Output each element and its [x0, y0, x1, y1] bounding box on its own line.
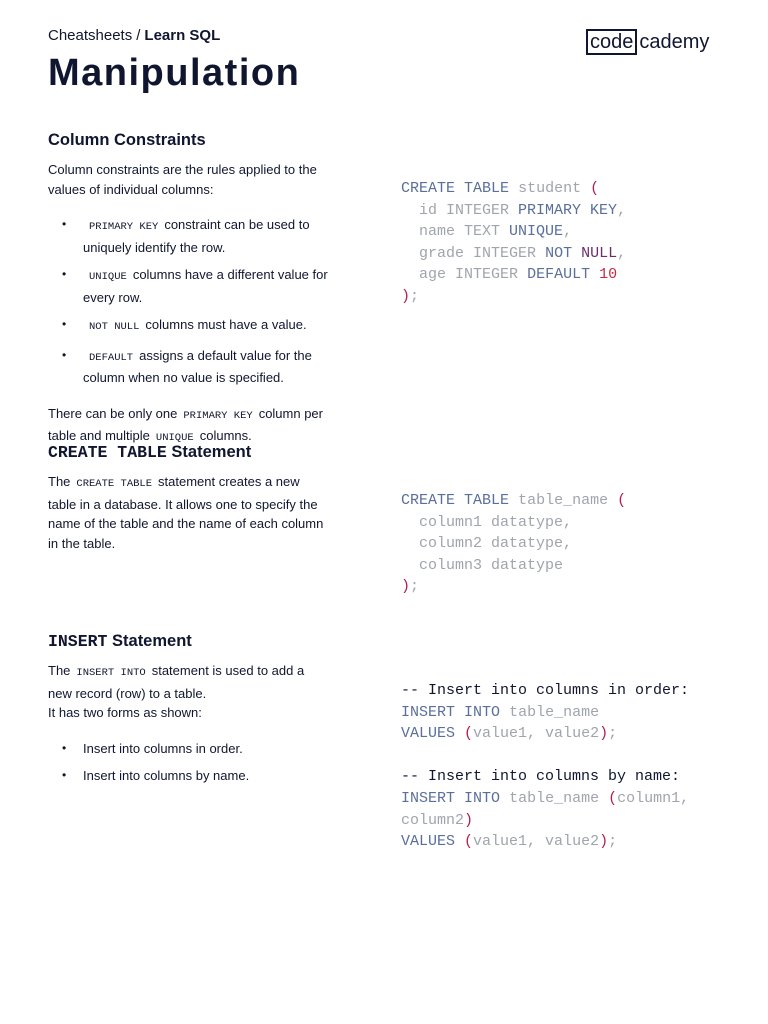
intro-text: Column constraints are the rules applied to the values of individual columns: — [48, 162, 317, 197]
description-text — [48, 661, 330, 703]
heading-text: Statement — [112, 632, 192, 650]
code-paren: ( — [590, 180, 600, 197]
description-text — [48, 472, 330, 553]
code-text: column2 — [401, 811, 465, 829]
code-keyword: UNIQUE — [509, 223, 564, 241]
list-item-text: assigns a default value for the column when no value is specified. — [83, 347, 312, 385]
code-paren: ( — [464, 725, 474, 743]
code-text: grade INTEGER — [419, 244, 537, 262]
heading-code: CREATE TABLE — [48, 443, 167, 462]
list-item: • Insert into columns in order. — [48, 739, 330, 759]
code-block-insert — [401, 680, 689, 853]
logo-box: code — [586, 29, 637, 55]
section-description — [48, 472, 330, 553]
code-keyword: VALUES — [401, 833, 456, 851]
insert-forms-list — [48, 739, 330, 786]
inline-code: CREATE TABLE — [76, 478, 153, 490]
code-paren: ( — [617, 492, 627, 509]
list-item — [48, 215, 330, 257]
page-title: Manipulation — [48, 52, 301, 94]
code-text: , — [617, 244, 627, 262]
code-keyword: NOT — [545, 244, 573, 262]
code-keyword: DEFAULT — [527, 266, 591, 284]
code-text: name TEXT — [419, 223, 501, 241]
code-text: age INTEGER — [419, 266, 519, 284]
list-item — [48, 346, 330, 388]
breadcrumb-separator: / — [136, 27, 141, 44]
code-text: ; — [608, 725, 618, 743]
code-paren: ) — [464, 811, 474, 829]
inline-code: UNIQUE — [89, 271, 127, 283]
code-paren: ) — [401, 287, 411, 305]
constraint-list — [48, 215, 330, 388]
code-text: value1, value2 — [473, 833, 600, 851]
code-keyword: INSERT — [401, 703, 456, 721]
code-paren: ( — [464, 833, 474, 851]
list-item-text: constraint can be used to uniquely identify the row. — [83, 217, 310, 255]
code-text: id INTEGER — [419, 201, 510, 219]
code-keyword: TABLE — [464, 492, 510, 509]
code-comment: -- Insert into columns in order: — [401, 682, 690, 699]
list-item: • Insert into columns by name. — [48, 766, 330, 786]
code-text: column2 datatype, — [419, 535, 573, 553]
logo-text: cademy — [639, 30, 710, 53]
code-keyword: CREATE — [401, 180, 456, 197]
description-text: It has two forms as shown: — [48, 705, 202, 720]
outro-part: column per table and multiple — [48, 405, 323, 443]
code-paren: ) — [599, 833, 609, 851]
code-text: column3 datatype — [419, 556, 564, 574]
breadcrumb-current[interactable]: Learn SQL — [144, 27, 221, 44]
code-keyword: INTO — [464, 789, 501, 807]
code-paren: ( — [608, 789, 618, 807]
inline-code: INSERT INTO — [76, 667, 146, 679]
code-text: column1, — [617, 789, 690, 807]
code-block-create-table — [401, 490, 626, 598]
list-item — [48, 265, 330, 307]
code-text: ; — [410, 287, 420, 305]
code-text: value1, value2 — [473, 725, 600, 743]
breadcrumb — [48, 27, 220, 44]
inline-code: DEFAULT — [89, 351, 134, 364]
section-description — [48, 160, 330, 449]
breadcrumb-link-cheatsheets[interactable]: Cheatsheets — [48, 27, 133, 44]
code-identifier: student — [518, 180, 582, 197]
desc-part: statement is used to add a new record (row) to a table. — [48, 663, 305, 701]
inline-code: UNIQUE — [155, 432, 194, 444]
code-keyword: INTO — [464, 703, 501, 721]
code-identifier: table_name — [509, 703, 600, 721]
outro-part: columns. — [199, 428, 252, 443]
list-item-text: columns must have a value. — [145, 317, 307, 332]
section-description — [48, 661, 330, 786]
code-number: 10 — [599, 266, 618, 284]
heading-code: INSERT — [48, 632, 108, 651]
code-text: column1 datatype, — [419, 513, 573, 531]
list-item-text: columns have a different value for every row. — [83, 267, 328, 305]
codecademy-logo[interactable] — [586, 29, 709, 55]
desc-part: statement creates a new table in a database. It allows one to specify the name of the table and the name of each column in the table. — [48, 474, 324, 551]
code-text: , — [563, 223, 573, 241]
outro-text — [48, 404, 330, 449]
desc-part: The — [48, 663, 71, 678]
section-heading — [48, 443, 251, 462]
outro-part: There can be only one — [48, 405, 178, 421]
code-keyword-null: NULL — [581, 244, 618, 262]
heading-text: Statement — [171, 443, 252, 461]
section-heading: Column Constraints — [48, 131, 206, 149]
code-keyword: VALUES — [401, 725, 456, 743]
code-keyword: INSERT — [401, 789, 456, 807]
code-paren: ) — [401, 578, 411, 596]
code-comment: -- Insert into columns by name: — [401, 768, 681, 786]
code-text: ; — [608, 833, 618, 851]
code-keyword: TABLE — [464, 180, 510, 197]
desc-part: The — [48, 474, 71, 489]
section-heading — [48, 632, 192, 651]
inline-code: PRIMARY KEY — [183, 409, 253, 422]
inline-code: NOT NULL — [89, 321, 140, 333]
code-identifier: table_name — [518, 492, 609, 509]
code-identifier: table_name — [509, 789, 600, 807]
code-text: ; — [410, 578, 420, 596]
code-keyword: PRIMARY KEY — [518, 201, 618, 219]
list-item — [48, 315, 330, 338]
code-paren: ) — [599, 725, 609, 743]
inline-code: PRIMARY KEY — [89, 221, 159, 233]
code-text: , — [617, 201, 627, 219]
code-block-create-student — [401, 178, 626, 308]
code-keyword: CREATE — [401, 492, 456, 509]
